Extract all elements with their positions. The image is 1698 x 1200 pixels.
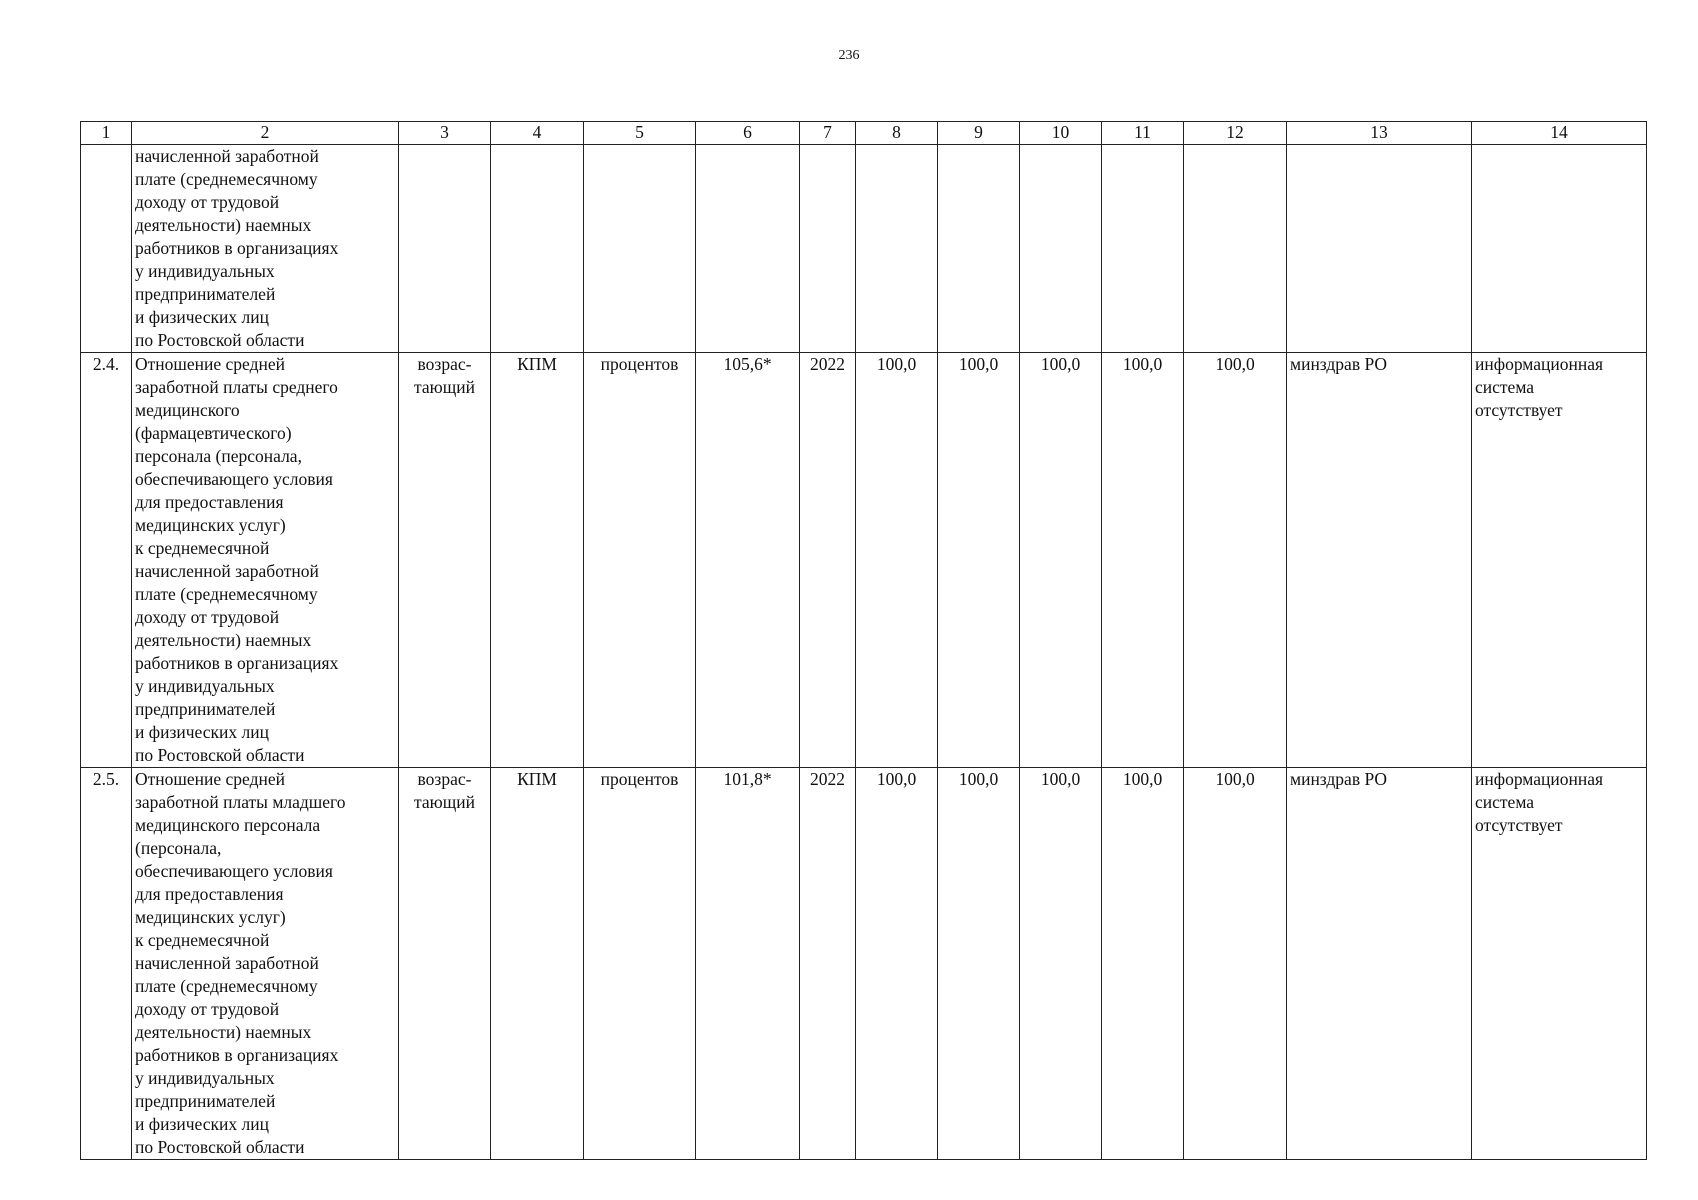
value-cell: 100,0 — [1102, 768, 1184, 1160]
unit-cell: процентов — [584, 768, 696, 1160]
indicators-table — [80, 121, 1647, 1160]
table-cell — [856, 145, 938, 353]
table-cell — [1287, 145, 1472, 353]
value-cell: 100,0 — [1020, 768, 1102, 1160]
column-header: 14 — [1472, 122, 1647, 145]
header-row — [81, 122, 1647, 145]
column-header: 6 — [696, 122, 800, 145]
level-cell: КПМ — [491, 353, 584, 768]
row-number-cell: 2.5. — [81, 768, 132, 1160]
indicator-name-cell: Отношение средней заработной платы среднего медицинского (фармацевтического) персонала (персонала, обеспечивающего условия для предоставления медицинских услуг) к среднемесячной начисленной заработной плате (среднемесячному доходу от трудовой деятельности) наемных работников в организациях у индивидуальных предпринимателей и физических лиц по Ростовской области — [132, 353, 399, 768]
info-system-cell: информационная система отсутствует — [1472, 768, 1647, 1160]
table-cell — [81, 145, 132, 353]
value-cell: 100,0 — [1184, 768, 1287, 1160]
table-cell — [491, 145, 584, 353]
value-cell: 100,0 — [1184, 353, 1287, 768]
value-cell: 100,0 — [1102, 353, 1184, 768]
table-cell — [1020, 145, 1102, 353]
column-header: 2 — [132, 122, 399, 145]
level-cell: КПМ — [491, 768, 584, 1160]
value-cell: 100,0 — [938, 353, 1020, 768]
column-header: 3 — [399, 122, 491, 145]
column-header: 13 — [1287, 122, 1472, 145]
column-header: 4 — [491, 122, 584, 145]
page-number: 236 — [838, 48, 860, 63]
trend-type-cell: возрас- тающий — [399, 353, 491, 768]
table-cell — [696, 145, 800, 353]
table-cell — [1184, 145, 1287, 353]
table-row — [81, 353, 1647, 768]
table-cell — [399, 145, 491, 353]
base-value-cell: 101,8* — [696, 768, 800, 1160]
column-header: 9 — [938, 122, 1020, 145]
column-header: 7 — [800, 122, 856, 145]
value-cell: 100,0 — [856, 768, 938, 1160]
value-cell: 100,0 — [856, 353, 938, 768]
info-system-cell: информационная система отсутствует — [1472, 353, 1647, 768]
column-header: 12 — [1184, 122, 1287, 145]
table-row — [81, 768, 1647, 1160]
table-cell — [800, 145, 856, 353]
column-header: 8 — [856, 122, 938, 145]
indicator-name-cell: Отношение средней заработной платы младшего медицинского персонала (персонала, обеспечивающего условия для предоставления медицинских услуг) к среднемесячной начисленной заработной плате (среднемесячному доходу от трудовой деятельности) наемных работников в организациях у индивидуальных предпринимателей и физических лиц по Ростовской области — [132, 768, 399, 1160]
column-header: 10 — [1020, 122, 1102, 145]
continuation-row — [81, 145, 1647, 353]
column-header: 11 — [1102, 122, 1184, 145]
trend-type-cell: возрас- тающий — [399, 768, 491, 1160]
table-cell — [938, 145, 1020, 353]
responsible-cell: минздрав РО — [1287, 768, 1472, 1160]
column-header: 5 — [584, 122, 696, 145]
unit-cell: процентов — [584, 353, 696, 768]
responsible-cell: минздрав РО — [1287, 353, 1472, 768]
table-cell — [584, 145, 696, 353]
table-cell — [1472, 145, 1647, 353]
base-year-cell: 2022 — [800, 768, 856, 1160]
row-number-cell: 2.4. — [81, 353, 132, 768]
base-year-cell: 2022 — [800, 353, 856, 768]
value-cell: 100,0 — [1020, 353, 1102, 768]
base-value-cell: 105,6* — [696, 353, 800, 768]
indicator-name-cell: начисленной заработной плате (среднемесячному доходу от трудовой деятельности) наемных работников в организациях у индивидуальных предпринимателей и физических лиц по Ростовской области — [132, 145, 399, 353]
value-cell: 100,0 — [938, 768, 1020, 1160]
table-cell — [1102, 145, 1184, 353]
column-header: 1 — [81, 122, 132, 145]
